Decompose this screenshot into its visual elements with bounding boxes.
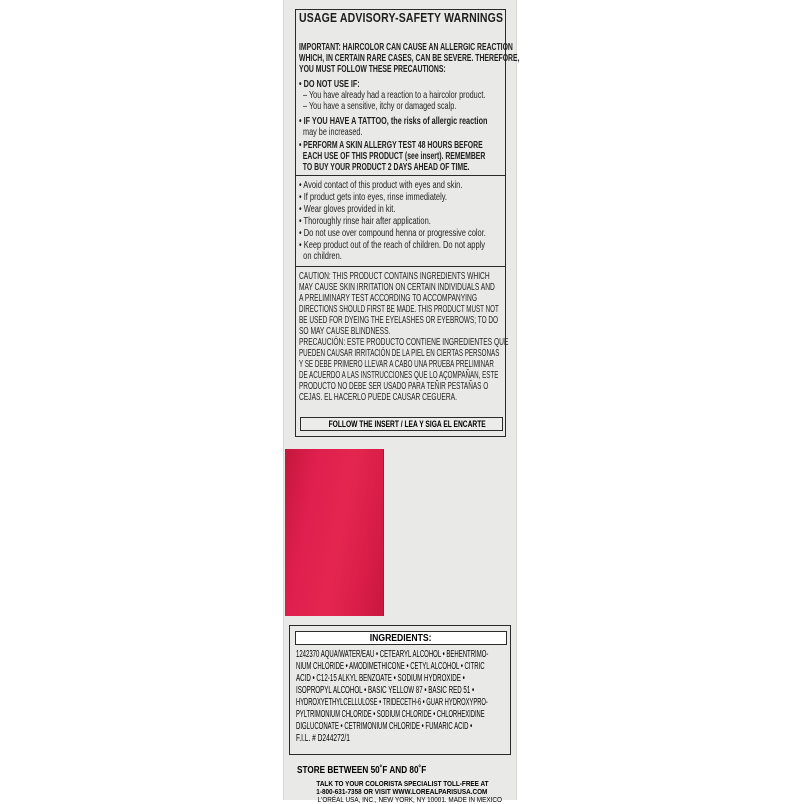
instruction-line: • Avoid contact of this product with eyes and skin. (299, 180, 463, 191)
caution-line: SO MAY CAUSE BLINDNESS. (299, 326, 391, 337)
ingredient-line: F.I.L. # D244272/1 (296, 733, 350, 744)
footer-text: L'ORÉAL USA, INC., NEW YORK, NY 10001. MADE IN MEXICO (317, 795, 502, 804)
footer-company-line (300, 796, 500, 804)
ingredients-panel (289, 625, 511, 755)
precaution-line: TO BUY YOUR PRODUCT 2 DAYS AHEAD OF TIME. (299, 162, 470, 173)
important-line: YOU MUST FOLLOW THESE PRECAUTIONS: (299, 64, 446, 75)
precaution-line: EACH USE OF THIS PRODUCT (see insert). REMEMBER (299, 151, 486, 162)
instruction-line: on children. (299, 251, 342, 262)
precaution-line: may be increased. (299, 127, 363, 138)
instruction-line: • Thoroughly rinse hair after application. (299, 216, 431, 227)
important-line: WHICH, IN CERTAIN RARE CASES, CAN BE SEVERE. THEREFORE, (299, 53, 520, 64)
follow-insert-note (300, 417, 503, 431)
ingredients-title-text: INGREDIENTS: (370, 632, 432, 644)
caution-section (296, 266, 509, 403)
caution-line: DIRECTIONS SHOULD FIRST BE MADE. THIS PRODUCT MUST NOT (299, 304, 499, 315)
warnings-title: USAGE ADVISORY-SAFETY WARNINGS (299, 11, 504, 25)
ingredient-line: 1242370 AQUA/WATER/EAU • CETEARYL ALCOHOL • BEHENTRIMO- (296, 649, 489, 660)
safety-warnings-panel (295, 9, 520, 437)
ingredient-line: NIUM CHLORIDE • AMODIMETHICONE • CETYL ALCOHOL • CITRIC (296, 661, 485, 672)
ingredient-line: HYDROXYETHYLCELLULOSE • TRIDECETH-6 • GUAR HYDROXYPRO- (296, 697, 488, 708)
precaution-line: – You have a sensitive, itchy or damaged scalp. (299, 101, 457, 112)
storage-note: STORE BETWEEN 50˚F AND 80˚F (297, 764, 427, 776)
caution-line: Y SE DEBE PRIMERO LLEVAR A CABO UNA PRUEBA PRELIMINAR (299, 359, 494, 370)
ingredient-line: ACID • C12-15 ALKYL BENZOATE • SODIUM HYDROXIDE • (296, 673, 465, 684)
caution-line: A PRELIMINARY TEST ACCORDING TO ACCOMPANYING (299, 293, 477, 304)
ingredients-title (295, 631, 507, 645)
caution-line: CAUTION: THIS PRODUCT CONTAINS INGREDIENTS WHICH (299, 271, 490, 282)
ingredient-line: ISOPROPYL ALCOHOL • BASIC YELLOW 87 • BASIC RED 51 • (296, 685, 475, 696)
precaution-line: • DO NOT USE IF: (299, 79, 360, 90)
precaution-line: • IF YOU HAVE A TATTOO, the risks of allergic reaction (299, 116, 488, 127)
ingredient-line: DIGLUCONATE • CETRIMONIUM CHLORIDE • FUMARIC ACID • (296, 721, 473, 732)
footer-text: 1-800-631-7358 OR VISIT WWW.LOREALPARISUSA.COM (316, 787, 488, 796)
instruction-line: • Wear gloves provided in kit. (299, 204, 396, 215)
color-swatch (285, 449, 384, 616)
instruction-line: • If product gets into eyes, rinse immediately. (299, 192, 448, 203)
precaution-line: • PERFORM A SKIN ALLERGY TEST 48 HOURS BEFORE (299, 140, 483, 151)
instructions-section (296, 175, 505, 262)
instruction-line: • Do not use over compound henna or progressive color. (299, 228, 486, 239)
caution-line: CEJAS. EL HACERLO PUEDE CAUSAR CEGUERA. (299, 392, 457, 403)
follow-insert-text: FOLLOW THE INSERT / LEA Y SIGA EL ENCARTE (328, 419, 486, 429)
ingredient-line: PYLTRIMONIUM CHLORIDE • SODIUM CHLORIDE • CHLORHEXIDINE (296, 709, 485, 720)
footer-text: TALK TO YOUR COLORISTA SPECIALIST TOLL-FREE AT (316, 779, 489, 788)
caution-line: PUEDEN CAUSAR IRRITACIÓN DE LA PIEL EN CIERTAS PERSONAS (299, 348, 500, 359)
caution-line: BE USED FOR DYEING THE EYELASHES OR EYEBROWS; TO DO (299, 315, 499, 326)
caution-line: MAY CAUSE SKIN IRRITATION ON CERTAIN INDIVIDUALS AND (299, 282, 495, 293)
caution-line: PRECAUCIÓN: ESTE PRODUCTO CONTIENE INGREDIENTES QUE (299, 337, 509, 348)
caution-line: PRODUCTO NO DEBE SER USADO PARA TEÑIR PESTAÑAS O (299, 381, 489, 392)
instruction-line: • Keep product out of the reach of children. Do not apply (299, 240, 486, 251)
precaution-line: – You have already had a reaction to a haircolor product. (299, 90, 486, 101)
caution-line: DE ACUERDO A LAS INSTRUCCIONES QUE LO AÇOMPAÑAN, ESTE (299, 370, 499, 381)
important-line: IMPORTANT: HAIRCOLOR CAN CAUSE AN ALLERGIC REACTION (299, 42, 513, 53)
